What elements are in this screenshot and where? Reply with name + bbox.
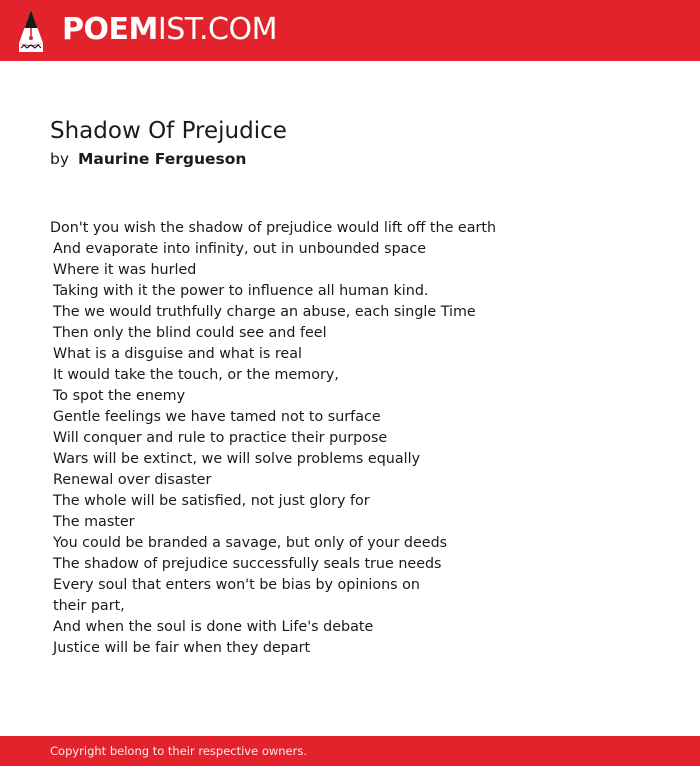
poem-line: Gentle feelings we have tamed not to surface	[53, 409, 381, 425]
poem-body	[50, 218, 670, 659]
poem-line: The we would truthfully charge an abuse, each single Time	[53, 304, 476, 320]
poem-line: To spot the enemy	[53, 388, 186, 404]
site-header	[0, 0, 700, 61]
poem-title: Shadow Of Prejudice	[50, 118, 287, 144]
poem-line: You could be branded a savage, but only of your deeds	[53, 535, 448, 551]
poem-line: And when the soul is done with Life's debate	[53, 619, 374, 635]
byline	[50, 148, 246, 170]
brand-light-text: IST.COM	[157, 12, 277, 47]
poem-line: The shadow of prejudice successfully seals true needs	[53, 556, 442, 572]
poem-line: Don't you wish the shadow of prejudice would lift off the earth	[50, 220, 497, 236]
poem-line: Renewal over disaster	[53, 472, 212, 488]
site-footer	[0, 736, 700, 766]
brand-bold-text: POEM	[62, 12, 158, 47]
poem-line: Will conquer and rule to practice their purpose	[53, 430, 388, 446]
pen-nib-logo-icon[interactable]	[17, 9, 45, 53]
author-name: Maurine Fergueson	[77, 150, 247, 168]
poem-line: Where it was hurled	[53, 262, 197, 278]
poem-line: The master	[53, 514, 135, 530]
poem-line: Justice will be fair when they depart	[53, 640, 311, 656]
poem-line: Every soul that enters won't be bias by opinions on	[53, 577, 420, 593]
copyright-text: Copyright belong to their respective owners.	[50, 744, 308, 758]
by-label: by	[50, 150, 70, 168]
poem-line: their part,	[53, 598, 125, 614]
brand-logo-text[interactable]	[62, 12, 277, 48]
poem-line: Wars will be extinct, we will solve problems equally	[53, 451, 421, 467]
poem-line: Taking with it the power to influence all human kind.	[53, 283, 429, 299]
poem-line: Then only the blind could see and feel	[53, 325, 327, 341]
poem-line: The whole will be satisfied, not just glory for	[53, 493, 370, 509]
poem-line: What is a disguise and what is real	[53, 346, 302, 362]
poem-line: It would take the touch, or the memory,	[53, 367, 339, 383]
poem-line: And evaporate into infinity, out in unbounded space	[53, 241, 427, 257]
